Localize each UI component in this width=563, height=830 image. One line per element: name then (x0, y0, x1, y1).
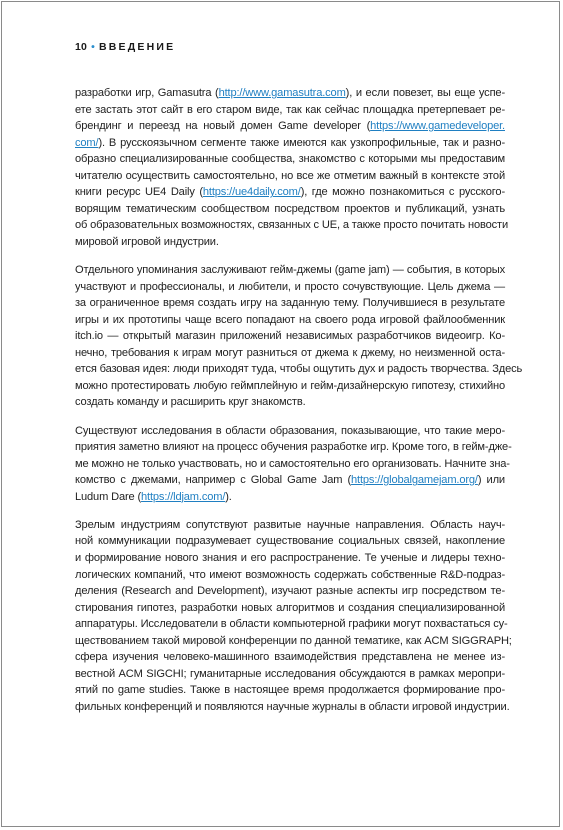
paragraph (75, 85, 508, 250)
text-segment: ), где можно познакомиться с русского- (300, 186, 505, 199)
text-segment: об образовательных возможностях, связанных с UE, а также просто почитать новости (75, 219, 508, 232)
text-line (75, 600, 505, 617)
paragraph (75, 517, 512, 716)
paragraph (75, 262, 523, 411)
text-line (75, 456, 510, 473)
text-line (75, 168, 505, 185)
url-link[interactable]: https://ue4daily.com/ (202, 186, 301, 199)
url-link[interactable]: https://www.gamedeveloper. (370, 120, 505, 133)
text-segment: и формирование нового знания и его распространение. Те ученые и лидеры техно- (75, 552, 505, 564)
text-line (75, 85, 505, 102)
text-line (75, 666, 505, 683)
text-line (75, 550, 505, 567)
text-segment: читателю осуществить самостоятельно, но все же отметим важный в контексте этой (75, 169, 505, 182)
text-segment: стирования гипотез, разработки новых алгоритмов и создания специализированной (75, 601, 505, 614)
text-segment: книги ресурс UE4 Daily ( (75, 186, 203, 199)
body-text (75, 85, 523, 727)
text-segment: ) или (477, 474, 505, 487)
text-segment: сфера изучения человеко-машинного взаимодействия представлена не менее из- (75, 651, 505, 664)
url-link[interactable]: http://www.gamasutra.com (218, 87, 346, 99)
url-link[interactable]: com/ (75, 136, 99, 149)
text-segment: нечно, требования к играм могут разниться от джема к джему, но неизменной оста- (75, 346, 505, 359)
text-segment: ворящим тематическим сообществом посредством проектов и публикаций, узнать (75, 202, 505, 215)
text-line (75, 312, 505, 329)
paragraph (75, 423, 512, 506)
url-link[interactable]: https://ldjam.com/ (141, 490, 226, 503)
running-head (75, 41, 175, 53)
text-segment: ме можно не только участвовать, но и самостоятельно его организовать. Начните зна- (75, 457, 510, 470)
header-bullet: • (91, 41, 95, 53)
text-segment: itch.io — открытый магазин приложений независимых разработчиков видеоигр. Ко- (75, 330, 505, 343)
text-segment: ). В русскоязычном сегменте также имеются как узкопрофильные, так и разно- (98, 136, 505, 149)
text-line (75, 262, 505, 279)
text-line (75, 682, 505, 699)
text-segment: Существуют исследования в области образования, показывающие, что такие меро- (75, 424, 505, 437)
text-line (75, 201, 505, 218)
text-line (75, 633, 512, 650)
text-segment: ществованием такой мировой конференции по данной тематике, как ACM SIGGRAPH; (75, 634, 512, 647)
text-segment: участвуют и профессионалы, и любители, и просто сочувствующие. Цель джема — (75, 280, 505, 293)
text-segment: аппаратуры. Исследователи в области компьютерной графики могут похвастаться су- (75, 618, 508, 631)
text-segment: можно протестировать любую геймплейную и гейм-дизайнерскую гипотезу, стихийно (75, 379, 505, 392)
text-line (75, 699, 510, 716)
text-line (75, 217, 508, 234)
text-line (75, 361, 523, 378)
text-segment: деления (Research and Development), изучают разные аспекты игр посредством те- (75, 585, 505, 598)
text-line (75, 118, 505, 135)
text-line (75, 439, 512, 456)
text-segment: ). (225, 490, 232, 503)
text-line (75, 234, 505, 251)
text-line (75, 517, 505, 534)
text-segment: приятия заметно влияют на процесс обучения разработке игр. Кроме того, в гейм-дже- (75, 441, 512, 454)
text-segment: образно специализированные сообщества, знакомство с которыми мы предоставим (75, 153, 505, 166)
text-segment: Зрелым индустриям сопутствуют развитые научные направления. Область науч- (75, 518, 505, 531)
text-segment: логических компаний, что имеют возможность содержать собственные R&D-подраз- (75, 568, 505, 581)
text-line (75, 328, 505, 345)
text-line (75, 423, 505, 440)
text-segment: комство с джемами, например с Global Game Jam ( (75, 474, 352, 487)
text-line (75, 102, 505, 119)
text-line (75, 567, 505, 584)
text-segment: Отдельного упоминания заслуживают гейм-джемы (game jam) — события, в которых (75, 264, 505, 277)
text-segment: вестной ACM SIGCHI; гуманитарные исследования обсуждаются в рамках меропри- (75, 667, 505, 680)
text-line (75, 135, 505, 152)
text-segment: Ludum Dare ( (75, 490, 142, 503)
text-line (75, 345, 505, 362)
text-segment: мировой игровой индустрии. (75, 235, 219, 248)
text-line (75, 489, 505, 506)
text-segment: за ограниченное время создать игру на заданную тему. Получившиеся в результате (75, 297, 505, 310)
text-line (75, 378, 505, 395)
text-line (75, 151, 505, 168)
url-link[interactable]: https://globalgamejam.org/ (351, 474, 478, 487)
text-line (75, 472, 505, 489)
text-segment: брендинг и переезд на новый домен Game developer ( (75, 120, 371, 133)
text-line (75, 649, 505, 666)
text-segment: ется базовая идея: люди приходят туда, чтобы ощутить дух и радость творчества. Здесь (75, 363, 523, 376)
text-segment: ятий по game studies. Также в настоящее время продолжается формирование про- (75, 684, 505, 697)
text-segment: создать команду и расширить круг знакомств. (75, 396, 306, 409)
text-segment: ), и если повезет, вы еще успе- (345, 87, 505, 99)
text-line (75, 279, 505, 296)
text-segment: разработки игр, Gamasutra ( (75, 87, 219, 99)
text-line (75, 616, 508, 633)
text-segment: ете застать этот сайт в его старом виде, так как сейчас площадка претерпевает ре- (75, 103, 505, 116)
text-line (75, 533, 505, 550)
text-segment: игры и их прототипы чаще всего попадают на своего рода игровой файлообменник (75, 313, 505, 326)
text-line (75, 184, 505, 201)
text-segment: фильных конференций и появляются научные журналы в области игровой индустрии. (75, 700, 510, 713)
text-line (75, 583, 505, 600)
page-number: 10 (75, 41, 88, 53)
text-segment: ной коммуникации подразумевает существование социальных связей, накопление (75, 535, 505, 548)
section-title: ВВЕДЕНИЕ (98, 41, 176, 53)
text-line (75, 394, 505, 411)
text-line (75, 295, 505, 312)
